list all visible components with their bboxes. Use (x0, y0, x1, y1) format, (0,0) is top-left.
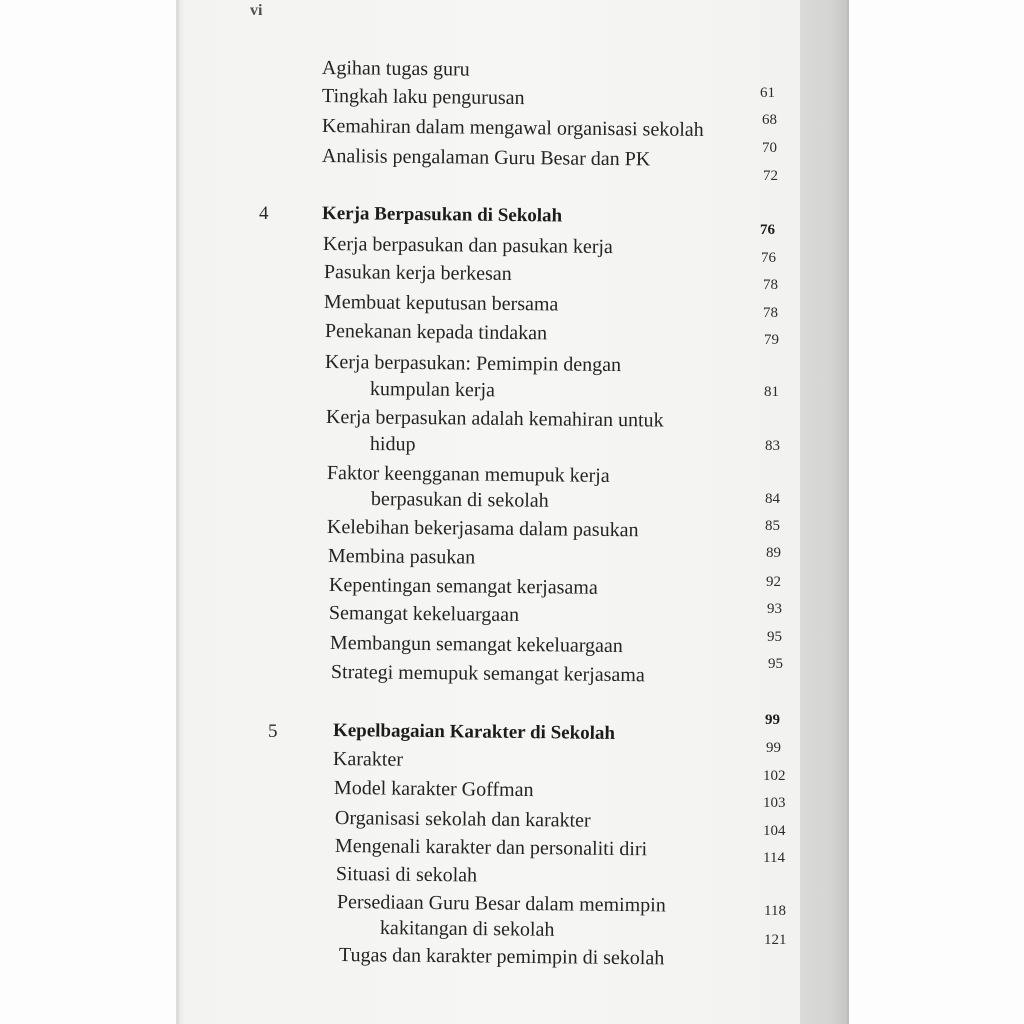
chapter-title: Kepelbagaian Karakter di Sekolah (332, 720, 616, 744)
toc-page-number: 114 (763, 850, 785, 866)
toc-page-number: 95 (767, 629, 782, 645)
adjacent-page-border (847, 0, 849, 1024)
toc-entry-title: Kerja berpasukan: Pemimpin dengan (324, 351, 622, 377)
toc-page-number: 72 (763, 168, 778, 184)
toc-page-number: 93 (767, 601, 782, 617)
toc-entry-title: Kemahiran dalam mengawal organisasi sekolah (321, 115, 704, 141)
toc-page-number: 99 (766, 740, 781, 756)
toc-page-number: 103 (763, 795, 786, 811)
toc-entry-title: Semangat kekeluargaan (328, 602, 520, 626)
toc-entry-title: Faktor keengganan memupuk kerja (326, 462, 610, 487)
toc-page-number: 118 (764, 903, 786, 919)
toc-page-number: 121 (764, 932, 787, 948)
toc-page-number: 81 (764, 384, 779, 400)
toc-entry-title: Model karakter Goffman (333, 777, 534, 802)
chapter-number: 4 (259, 203, 269, 224)
toc-entry-title: Penekanan kepada tindakan (324, 320, 548, 345)
toc-entry-title: Tugas dan karakter pemimpin di sekolah (338, 944, 665, 970)
toc-page-number: 104 (763, 823, 786, 839)
toc-page-number: 85 (765, 518, 780, 534)
toc-entry-title: Karakter (332, 748, 404, 771)
toc-entry-title: Agihan tugas guru (321, 57, 470, 81)
chapter-page-number: 76 (760, 222, 775, 238)
toc-entry-title: Kelebihan bekerjasama dalam pasukan (326, 516, 639, 542)
toc-entry-title: Pasukan kerja berkesan (323, 261, 512, 285)
toc-page-number: 89 (766, 545, 781, 561)
toc-page-number: 79 (764, 332, 779, 348)
toc-entry-title: Situasi di sekolah (335, 863, 478, 887)
running-page-number: vi (250, 2, 263, 19)
toc-entry-title-continuation: berpasukan di sekolah (370, 488, 549, 512)
toc-page-number: 61 (760, 85, 775, 101)
page-left-edge (176, 0, 179, 1024)
toc-page-number: 70 (762, 140, 777, 156)
toc-page-number: 92 (766, 574, 781, 590)
toc-entry-title: Tingkah laku pengurusan (321, 85, 525, 110)
toc-entry-title: Kerja berpasukan dan pasukan kerja (322, 233, 613, 259)
toc-page-number: 78 (763, 277, 778, 293)
toc-entry-title: Persediaan Guru Besar dalam memimpin (336, 891, 666, 917)
toc-entry-title-continuation: kumpulan kerja (369, 378, 496, 402)
toc-entry-title: Membina pasukan (327, 545, 476, 569)
toc-page-number: 84 (765, 491, 780, 507)
toc-entry-title: Mengenali karakter dan personaliti diri (334, 835, 648, 861)
toc-page-number: 78 (763, 305, 778, 321)
chapter-number: 5 (268, 721, 278, 742)
adjacent-page-edge (800, 0, 848, 1024)
toc-page-number: 68 (762, 112, 777, 128)
chapter-title: Kerja Berpasukan di Sekolah (321, 203, 563, 227)
toc-entry-title: Kerja berpasukan adalah kemahiran untuk (325, 406, 664, 432)
chapter-page-number: 99 (765, 712, 780, 728)
toc-entry-title: Membangun semangat kekeluargaan (329, 632, 623, 658)
toc-entry-title: Membuat keputusan bersama (323, 291, 559, 316)
toc-page-number: 76 (761, 250, 776, 266)
toc-page-number: 95 (768, 656, 783, 672)
toc-entry-title: Strategi memupuk semangat kerjasama (330, 661, 645, 687)
toc-page-number: 83 (765, 438, 780, 454)
toc-entry-title-continuation: hidup (369, 433, 416, 456)
toc-entry-title: Analisis pengalaman Guru Besar dan PK (321, 145, 651, 171)
toc-entry-title-continuation: kakitangan di sekolah (379, 917, 555, 941)
toc-page-number: 102 (763, 768, 786, 784)
toc-entry-title: Organisasi sekolah dan karakter (334, 807, 591, 832)
toc-entry-title: Kepentingan semangat kerjasama (328, 574, 598, 599)
